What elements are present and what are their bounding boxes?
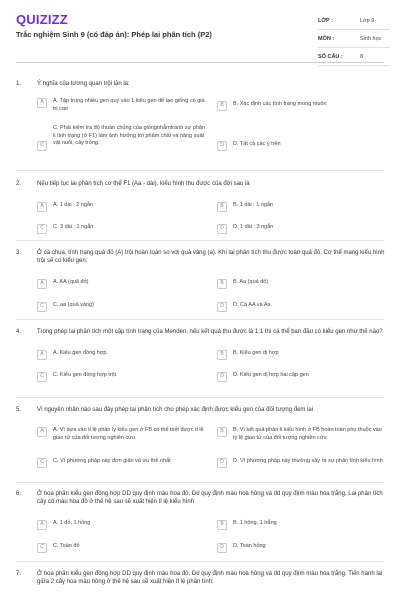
option-letter-box[interactable]: D <box>217 224 227 234</box>
option-d[interactable] <box>217 458 387 468</box>
option-text: D. Toàn hồng <box>233 543 266 549</box>
question-4-options <box>37 336 386 384</box>
option-letter-box[interactable]: B <box>217 350 227 360</box>
option-b[interactable] <box>217 520 387 530</box>
question-4 <box>16 328 386 384</box>
question-text: Vì nguyên nhân nào sau đây phép lai phân tích cho phép xác định được kiểu gen của đối tượng đem lai <box>37 407 314 413</box>
option-text: A. AA (quả đỏ) <box>53 279 89 285</box>
option-text: B. Vì kết quả phân li kiểu hình ở FB hoàn toàn phụ thuộc vào tỷ lệ giao tử của đối tượng nghiên cứu <box>233 427 382 441</box>
option-b[interactable] <box>217 202 387 212</box>
option-text: B. 1 hồng, 1 trắng <box>233 520 277 526</box>
option-letter-box[interactable]: A <box>37 98 47 108</box>
option-a[interactable] <box>37 350 207 360</box>
option-b[interactable] <box>217 350 387 360</box>
question-text: Nếu tiếp tục lai phân tích cơ thể F1 (Aa - dài), kiểu hình thu được của đời sau là <box>37 181 250 187</box>
question-number: 6. <box>16 491 22 497</box>
option-a[interactable] <box>37 98 207 113</box>
option-text: B. Aa (quả đỏ) <box>233 279 269 285</box>
question-number: 3. <box>16 250 22 256</box>
question-6-options <box>37 506 386 556</box>
question-3 <box>16 249 386 313</box>
option-text: C. aa (quả vàng) <box>53 302 94 308</box>
worksheet-meta <box>318 12 390 66</box>
option-b[interactable] <box>217 101 387 111</box>
question-divider <box>16 482 384 483</box>
question-6-header <box>16 490 386 506</box>
meta-count-value: 8 <box>360 53 364 60</box>
question-divider <box>16 561 384 562</box>
question-1 <box>16 80 386 160</box>
option-letter-box[interactable]: D <box>217 141 227 151</box>
question-5 <box>16 406 386 480</box>
option-letter-box[interactable]: C <box>37 302 47 312</box>
option-a[interactable] <box>37 202 207 212</box>
option-text: B. Kiểu gen dị hợp <box>233 350 279 356</box>
question-number: 1. <box>16 81 22 87</box>
option-b[interactable] <box>217 427 387 442</box>
header-divider <box>16 62 384 63</box>
question-2-options <box>37 188 386 232</box>
quizizz-logo[interactable]: QUIZIZZ <box>16 12 68 27</box>
option-c[interactable] <box>37 543 207 553</box>
meta-class-row <box>318 12 390 30</box>
option-letter-box[interactable]: A <box>37 202 47 212</box>
option-letter-box[interactable]: A <box>37 350 47 360</box>
meta-count-label: SỐ CÂU : <box>318 53 343 60</box>
option-letter-box[interactable]: D <box>217 302 227 312</box>
question-divider <box>16 319 384 320</box>
option-letter-box[interactable]: D <box>217 543 227 553</box>
option-letter-box[interactable]: B <box>217 202 227 212</box>
option-text: A. Tập trung nhiều gen quý vào 1 kiểu gen để tạo giống có giá trị cao <box>53 98 205 112</box>
question-divider <box>16 397 384 398</box>
option-text: C. Phải kiểm tra độ thuần chủng của giốngnhằmtránh sự phân li tính trạng (ở F1) làm ảnh hưởng tới phẩm chất và năng suất vật nuôi, cây trồng. <box>53 125 205 146</box>
option-letter-box[interactable]: B <box>217 427 227 437</box>
option-text: B. Xác định các tính trạng mong muốn <box>233 101 327 107</box>
meta-subject-label: MÔN : <box>318 35 335 42</box>
question-4-header <box>16 328 386 336</box>
question-text: Ý nghĩa của tương quan trội lặn là: <box>37 81 130 87</box>
option-text: C. Kiểu gen đồng hợp trội. <box>53 372 118 378</box>
question-1-options <box>37 88 386 160</box>
option-letter-box[interactable]: B <box>217 279 227 289</box>
question-1-header <box>16 80 386 88</box>
option-text: C. Vì phương pháp này đơn giản và ưu thế nhất <box>53 458 171 464</box>
option-text: A. 1 dài : 2 ngắn <box>53 202 94 208</box>
option-c[interactable] <box>37 125 207 151</box>
question-6 <box>16 490 386 556</box>
question-number: 5. <box>16 407 22 413</box>
option-d[interactable] <box>217 224 387 234</box>
option-d[interactable] <box>217 372 387 382</box>
option-letter-box[interactable]: C <box>37 458 47 468</box>
option-letter-box[interactable]: C <box>37 141 47 151</box>
option-text: C. 3 dài : 1 ngắn <box>53 224 94 230</box>
question-divider <box>16 170 384 171</box>
option-letter-box[interactable]: C <box>37 224 47 234</box>
question-number: 4. <box>16 329 22 335</box>
option-text: A. Vì dựa vào tỉ lệ phân ly kiểu gen ở FB có thể biết được tỉ lệ giao tử của đối tượng nghiên cứu <box>53 427 204 441</box>
option-letter-box[interactable]: A <box>37 427 47 437</box>
option-letter-box[interactable]: C <box>37 372 47 382</box>
option-letter-box[interactable]: A <box>37 279 47 289</box>
question-number: 7. <box>16 571 22 577</box>
question-7 <box>16 570 386 586</box>
option-a[interactable] <box>37 279 207 289</box>
question-divider <box>16 240 384 241</box>
option-c[interactable] <box>37 372 207 382</box>
option-d[interactable] <box>217 302 387 312</box>
meta-class-value: Lớp 9 <box>360 17 375 24</box>
meta-subject-row <box>318 30 390 48</box>
question-text: Ở cà chua, tính trạng quả đỏ (A) trội hoàn toàn so với quả vàng (a). Khi lai phân tích thu được toàn quả đỏ. Cơ thể mang kiểu hình trội sẽ có kiểu gen: <box>37 250 385 264</box>
option-letter-box[interactable]: D <box>217 458 227 468</box>
option-a[interactable] <box>37 427 207 442</box>
question-text: Trong phép lai phân tích một cặp tính trạng của Menden, nếu kết quả thu được là 1:1 thì cá thể ban đầu có kiểu gen như thế nào? <box>37 329 383 335</box>
option-text: A. Kiểu gen đồng hợp. <box>53 350 108 356</box>
question-3-header <box>16 249 386 265</box>
question-7-header <box>16 570 386 586</box>
option-letter-box[interactable]: B <box>217 520 227 530</box>
option-text: C. Toàn đỏ <box>53 543 80 549</box>
option-b[interactable] <box>217 279 387 289</box>
option-c[interactable] <box>37 458 207 468</box>
option-text: B. 1 dài : 1 ngắn <box>233 202 274 208</box>
question-text: Ở hoa phấn kiểu gen đồng hợp DD quy định màu hoa đỏ, Dd quy định màu hoa hồng và dd quy định màu hoa trắng. Tiến hành lai giữa 2 cây hoa màu hồng ở thế hệ sau sẽ xuất hiện tỉ lệ phân tính: <box>37 571 383 585</box>
option-a[interactable] <box>37 520 207 530</box>
option-text: D. Tất cả các ý trên <box>233 141 281 147</box>
question-3-options <box>37 265 386 313</box>
option-letter-box[interactable]: A <box>37 520 47 530</box>
option-c[interactable] <box>37 224 207 234</box>
question-2-header <box>16 180 386 188</box>
option-c[interactable] <box>37 302 207 312</box>
meta-subject-value: Sinh học <box>360 35 382 42</box>
option-text: A. 1 đỏ, 1 hồng <box>53 520 91 526</box>
option-text: D. 1 dài : 3 ngắn <box>233 224 274 230</box>
option-d[interactable] <box>217 543 387 553</box>
worksheet-title: Trắc nghiệm Sinh 9 (có đáp án): Phép lai phân tích (P2) <box>16 30 212 39</box>
option-letter-box[interactable]: C <box>37 543 47 553</box>
meta-class-label: LỚP : <box>318 17 333 24</box>
question-5-header <box>16 406 386 414</box>
option-letter-box[interactable]: D <box>217 372 227 382</box>
option-letter-box[interactable]: B <box>217 101 227 111</box>
question-number: 2. <box>16 181 22 187</box>
option-text: D. Cả AA và Aa <box>233 302 271 308</box>
option-d[interactable] <box>217 141 387 151</box>
meta-count-row <box>318 48 390 66</box>
question-2 <box>16 180 386 232</box>
option-text: D. Vì phương pháp này thường xảy ra sự phân tính kiểu hình <box>233 458 383 464</box>
question-text: Ở hoa phấn kiểu gen đồng hợp DD quy định màu hoa đỏ, Dd quy định màu hoa hồng và dd quy định màu hoa trắng. Lai phân tích cây có màu hoa đỏ ở thế hệ sau sẽ xuất hiện tỉ lệ kiểu hình <box>37 491 383 505</box>
option-text: D. Kiểu gen dị hợp hai cặp gen <box>233 372 309 378</box>
question-5-options <box>37 414 386 480</box>
